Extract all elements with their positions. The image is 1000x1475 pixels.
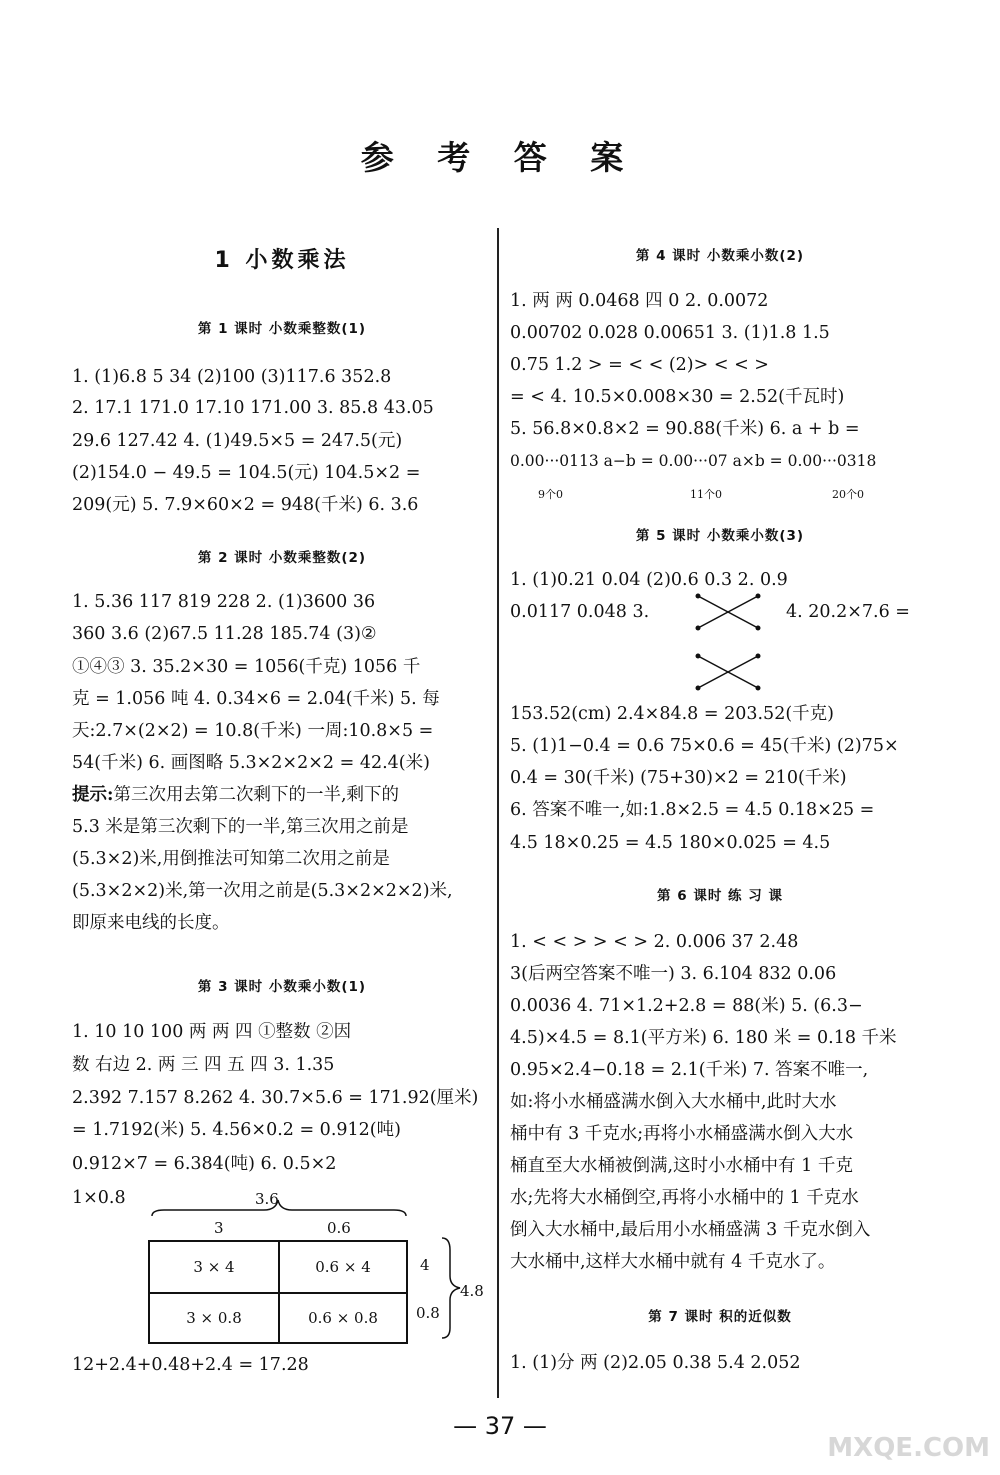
- diagram-cell: 0.6 × 4: [280, 1242, 406, 1294]
- answer-line: 0.912×7 = 6.384(吨) 6. 0.5×2: [72, 1154, 337, 1174]
- chapter-heading: 1 小数乘法: [214, 248, 350, 273]
- diagram-cell: 3 × 4: [150, 1242, 280, 1294]
- lesson-3-heading: 第 3 课时 小数乘小数(1): [197, 979, 367, 995]
- answer-line: 1. (1)分 两 (2)2.05 0.38 5.4 2.052: [510, 1353, 801, 1373]
- answer-line: (2)154.0 − 49.5 = 104.5(元) 104.5×2 =: [72, 463, 421, 483]
- hint-text: 第三次用去第二次剩下的一半,剩下的: [113, 785, 400, 805]
- answer-line: 如:将小水桶盛满水倒入大水桶中,此时大水: [510, 1092, 837, 1112]
- hint-label: 提示:: [72, 785, 114, 805]
- answer-line: 天:2.7×(2×2) = 10.8(千米) 一周:10.8×5 =: [72, 721, 434, 741]
- diagram-cell: 0.6 × 0.8: [308, 1309, 378, 1327]
- answer-line: 1. 5.36 117 819 228 2. (1)3600 36: [72, 592, 376, 612]
- answer-line: 4. 20.2×7.6 =: [786, 602, 910, 622]
- diagram-top-right: 0.6: [327, 1219, 351, 1237]
- answer-line: 倒入大水桶中,最后用小水桶盛满 3 千克水倒入: [510, 1220, 871, 1240]
- lesson-5-heading: 第 5 课时 小数乘小数(3): [635, 528, 805, 544]
- answer-line: 360 3.6 (2)67.5 11.28 185.74 (3)②: [72, 624, 377, 644]
- column-divider: [497, 228, 499, 1398]
- answer-line: 2.392 7.157 8.262 4. 30.7×5.6 = 171.92(厘米): [72, 1088, 479, 1108]
- answer-line: 2. 17.1 171.0 17.10 171.00 3. 85.8 43.05: [72, 398, 434, 418]
- answer-line: 1×0.8: [72, 1188, 126, 1208]
- lesson-2-heading: 第 2 课时 小数乘整数(2): [197, 550, 367, 566]
- diagram-grid: [148, 1240, 408, 1344]
- answer-line: 0.95×2.4−0.18 = 2.1(千米) 7. 答案不唯一,: [510, 1060, 869, 1080]
- hint-line: 即原来电线的长度。: [72, 913, 230, 933]
- diagram-cell: 3 × 0.8: [150, 1294, 280, 1342]
- answer-line: 0.75 1.2 > = < < (2)> < < >: [510, 355, 769, 375]
- answer-line: 0.0117 0.048 3.: [510, 602, 650, 622]
- answer-line: 29.6 127.42 4. (1)49.5×5 = 247.5(元): [72, 431, 403, 451]
- hint-line: 5.3 米是第三次剩下的一半,第三次用之前是: [72, 817, 409, 837]
- hint-line: (5.3×2×2)米,第一次用之前是(5.3×2×2×2)米,: [72, 881, 453, 901]
- diagram-top-left: 3: [214, 1219, 224, 1237]
- diagram-side-top: 4: [420, 1256, 430, 1274]
- answer-line: 1. 两 两 0.0468 四 0 2. 0.0072: [510, 291, 769, 311]
- answer-line: 0.0036 4. 71×1.2+2.8 = 88(米) 5. (6.3−: [510, 996, 863, 1016]
- lesson-4-heading: 第 4 课时 小数乘小数(2): [635, 248, 805, 264]
- answer-line: = 1.7192(米) 5. 4.56×0.2 = 0.912(吨): [72, 1120, 401, 1140]
- page-number: — 37 —: [453, 1412, 547, 1440]
- answer-line: 桶直至大水桶被倒满,这时小水桶中有 1 千克: [510, 1156, 853, 1176]
- answer-line: 209(元) 5. 7.9×60×2 = 948(千米) 6. 3.6: [72, 495, 419, 515]
- answer-line: 1. 10 10 100 两 两 四 ①整数 ②因: [72, 1022, 352, 1042]
- answer-line: 0.00702 0.028 0.00651 3. (1)1.8 1.5: [510, 323, 830, 343]
- answer-line: 1. (1)6.8 5 34 (2)100 (3)117.6 352.8: [72, 367, 392, 387]
- answer-line: 大水桶中,这样大水桶中就有 4 千克水了。: [510, 1252, 836, 1272]
- answer-line: 5. (1)1−0.4 = 0.6 75×0.6 = 45(千米) (2)75×: [510, 736, 899, 756]
- page-title: 参 考 答 案: [360, 138, 640, 177]
- lesson-7-heading: 第 7 课时 积的近似数: [648, 1309, 792, 1325]
- answer-line: 6. 答案不唯一,如:1.8×2.5 = 4.5 0.18×25 =: [510, 800, 875, 820]
- zero-count-label: 20个0: [832, 488, 864, 501]
- zero-count-label: 11个0: [690, 488, 722, 501]
- diagram-side-total: 4.8: [460, 1282, 484, 1300]
- answer-line: 4.5)×4.5 = 8.1(平方米) 6. 180 米 = 0.18 千米: [510, 1028, 897, 1048]
- answer-line: 桶中有 3 千克水;再将小水桶盛满水倒入大水: [510, 1124, 854, 1144]
- answer-line: ①④③ 3. 35.2×30 = 1056(千克) 1056 千: [72, 657, 421, 677]
- lesson-1-heading: 第 1 课时 小数乘整数(1): [197, 321, 367, 337]
- answer-line: 12+2.4+0.48+2.4 = 17.28: [72, 1355, 309, 1375]
- diagram-side-bottom: 0.8: [416, 1304, 440, 1322]
- answer-line: 4.5 18×0.25 = 4.5 180×0.025 = 4.5: [510, 833, 831, 853]
- watermark: MXQE.COM: [827, 1433, 990, 1463]
- answer-line: 克 = 1.056 吨 4. 0.34×6 = 2.04(千米) 5. 每: [72, 689, 440, 709]
- zero-count-label: 9个0: [538, 488, 563, 501]
- answer-line: 水;先将大水桶倒空,再将小水桶中的 1 千克水: [510, 1188, 859, 1208]
- hint-line: [72, 778, 399, 812]
- answer-line: 数 右边 2. 两 三 四 五 四 3. 1.35: [72, 1055, 335, 1075]
- answer-line: 0.4 = 30(千米) (75+30)×2 = 210(千米): [510, 768, 847, 788]
- answer-line: = < 4. 10.5×0.008×30 = 2.52(千瓦时): [510, 387, 845, 407]
- answer-line: 0.00···0113 a−b = 0.00···07 a×b = 0.00···0318: [510, 452, 877, 470]
- answer-line: 3(后两空答案不唯一) 3. 6.104 832 0.06: [510, 964, 837, 984]
- diagram-top-total: 3.6: [255, 1190, 279, 1208]
- hint-line: (5.3×2)米,用倒推法可知第二次用之前是: [72, 849, 390, 869]
- answer-line: 54(千米) 6. 画图略 5.3×2×2×2 = 42.4(米): [72, 753, 430, 773]
- lesson-6-heading: 第 6 课时 练 习 课: [657, 888, 783, 904]
- answer-line: 153.52(cm) 2.4×84.8 = 203.52(千克): [510, 704, 834, 724]
- answer-line: 1. (1)0.21 0.04 (2)0.6 0.3 2. 0.9: [510, 570, 788, 590]
- answer-line: 1. < < > > < > 2. 0.006 37 2.48: [510, 932, 799, 952]
- answer-line: 5. 56.8×0.8×2 = 90.88(千米) 6. a + b =: [510, 419, 860, 439]
- matching-lines-diagram: [696, 594, 768, 694]
